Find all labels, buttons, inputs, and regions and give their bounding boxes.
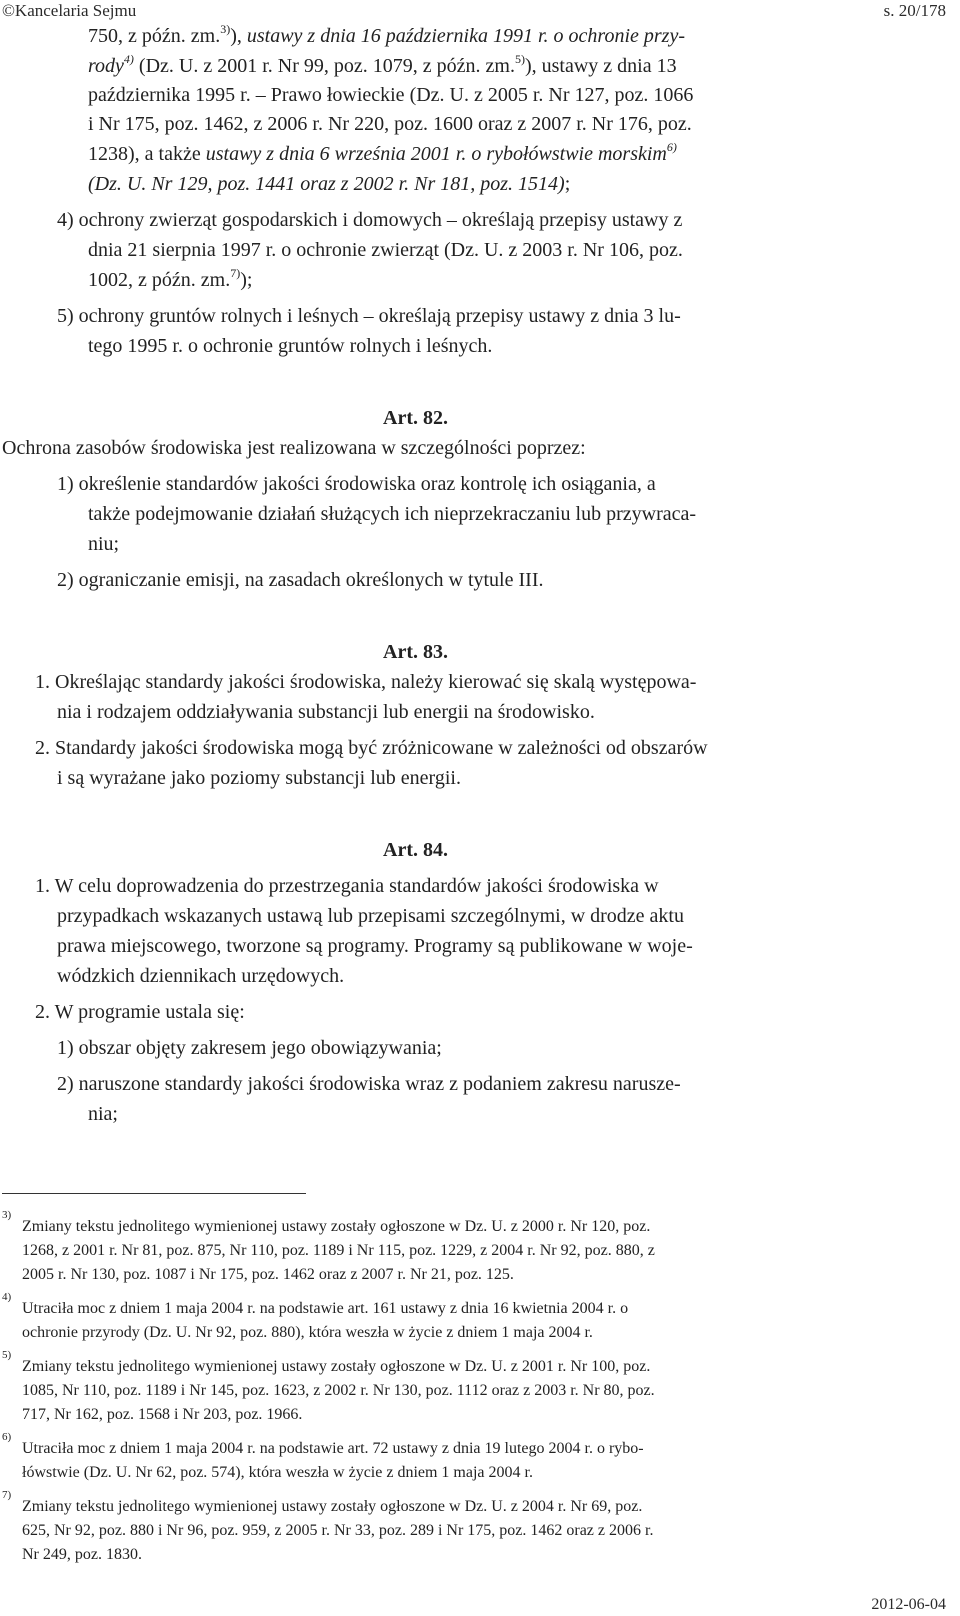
footnote-number: 3)	[2, 1209, 12, 1221]
footnote-line: 1085, Nr 110, poz. 1189 i Nr 145, poz. 1623, z 2002 r. Nr 130, poz. 1112 oraz z 2003 r. Nr 80, poz.	[22, 1382, 655, 1399]
text-run: ), ustawy z dnia 13	[524, 55, 677, 77]
footnote-ref-3: 3)	[220, 22, 231, 36]
text-line: października 1995 r. – Prawo łowieckie (Dz. U. z 2005 r. Nr 127, poz. 1066	[88, 84, 694, 106]
footnote-line: Utraciła moc z dniem 1 maja 2004 r. na podstawie art. 72 ustawy z dnia 19 lutego 2004 r. o rybo-	[22, 1440, 644, 1457]
footnote-line: Zmiany tekstu jednolitego wymienionej ustawy zostały ogłoszone w Dz. U. z 2000 r. Nr 120, poz.	[22, 1218, 651, 1235]
document-date: 2012-06-04	[871, 1596, 946, 1613]
text-run: (Dz. U. Nr 129, poz. 1441 oraz z 2002 r. Nr 181, poz. 1514)	[88, 173, 565, 195]
footnote-line: Zmiany tekstu jednolitego wymienionej ustawy zostały ogłoszone w Dz. U. z 2001 r. Nr 100, poz.	[22, 1358, 651, 1375]
text-line: prawa miejscowego, tworzone są programy. Programy są publikowane w woje-	[57, 935, 693, 957]
text-line: 2. Standardy jakości środowiska mogą być zróżnicowane w zależności od obszarów	[35, 737, 708, 759]
text-run: );	[240, 269, 253, 291]
footnote-line: Nr 249, poz. 1830.	[22, 1546, 142, 1563]
text-line: niu;	[88, 533, 120, 555]
text-line	[88, 24, 685, 48]
text-line: 1. W celu doprowadzenia do przestrzegania standardów jakości środowiska w	[35, 875, 659, 897]
text-run: ustawy z dnia 6 września 2001 r. o rybołówstwie morskim	[205, 143, 667, 165]
footnote-line: łówstwie (Dz. U. Nr 62, poz. 574), która weszła w życie z dniem 1 maja 2004 r.	[22, 1464, 533, 1481]
text-line: także podejmowanie działań służących ich nieprzekraczaniu lub przywraca-	[88, 503, 697, 525]
footnote-line: 1268, z 2001 r. Nr 81, poz. 875, Nr 110, poz. 1189 i Nr 115, poz. 1229, z 2004 r. Nr 92, poz. 880, z	[22, 1242, 655, 1259]
footnote-number: 4)	[2, 1291, 12, 1303]
footnote-separator	[2, 1193, 306, 1194]
footnote-line: Zmiany tekstu jednolitego wymienionej ustawy zostały ogłoszone w Dz. U. z 2004 r. Nr 69, poz.	[22, 1498, 643, 1515]
footnote-ref-5: 5)	[514, 52, 525, 66]
text-run: ),	[230, 25, 247, 47]
text-line: i Nr 175, poz. 1462, z 2006 r. Nr 220, poz. 1600 oraz z 2007 r. Nr 176, poz.	[88, 113, 692, 135]
text-run: (Dz. U. z 2001 r. Nr 99, poz. 1079, z późn. zm.	[133, 55, 515, 77]
article-heading-84: Art. 84.	[383, 839, 448, 861]
footnote-ref-6: 6)	[666, 140, 677, 154]
text-line	[88, 268, 252, 292]
list-item: 1) określenie standardów jakości środowiska oraz kontrolę ich osiągania, a	[57, 473, 656, 495]
footnote-number: 5)	[2, 1349, 12, 1361]
footnote-number: 6)	[2, 1431, 12, 1443]
text-line: nia i rodzajem oddziaływania substancji lub energii na środowisko.	[57, 701, 595, 723]
text-run: 1238), a także	[88, 143, 206, 165]
footnote-ref-4: 4)	[123, 52, 134, 66]
text-line: i są wyrażane jako poziomy substancji lub energii.	[57, 767, 461, 789]
text-line: nia;	[88, 1103, 118, 1125]
copyright-header: ©Kancelaria Sejmu	[2, 1, 137, 20]
text-line: dnia 21 sierpnia 1997 r. o ochronie zwierząt (Dz. U. z 2003 r. Nr 106, poz.	[88, 239, 683, 261]
article-heading-82: Art. 82.	[383, 407, 448, 429]
text-line: przypadkach wskazanych ustawą lub przepisami szczególnymi, w drodze aktu	[57, 905, 684, 927]
text-line	[88, 172, 570, 196]
text-line: 1. Określając standardy jakości środowiska, należy kierować się skalą występowa-	[35, 671, 697, 693]
footnote-line: 717, Nr 162, poz. 1568 i Nr 203, poz. 1966.	[22, 1406, 303, 1423]
text-run: ;	[564, 173, 571, 195]
footnote-ref-7: 7)	[230, 266, 241, 280]
list-item: 1) obszar objęty zakresem jego obowiązywania;	[57, 1037, 442, 1059]
text-line	[88, 142, 677, 166]
text-line: Ochrona zasobów środowiska jest realizowana w szczególności poprzez:	[2, 437, 586, 459]
footnote-line: Utraciła moc z dniem 1 maja 2004 r. na podstawie art. 161 ustawy z dnia 16 kwietnia 2004 r. o	[22, 1300, 629, 1317]
footnote-number: 7)	[2, 1489, 12, 1501]
article-heading-83: Art. 83.	[383, 641, 448, 663]
list-item: 2) naruszone standardy jakości środowiska wraz z podaniem zakresu narusze-	[57, 1073, 681, 1095]
text-run: rody	[88, 55, 124, 77]
text-line: wódzkich dziennikach urzędowych.	[57, 965, 345, 987]
list-item: 4) ochrony zwierząt gospodarskich i domowych – określają przepisy ustawy z	[57, 209, 683, 231]
footnote-line: ochronie przyrody (Dz. U. Nr 92, poz. 880), która weszła w życie z dniem 1 maja 2004 r.	[22, 1324, 593, 1341]
text-line: 2. W programie ustala się:	[35, 1001, 245, 1023]
page-number: s. 20/178	[883, 1, 946, 20]
text-run: 1002, z późn. zm.	[88, 269, 231, 291]
footnote-line: 2005 r. Nr 130, poz. 1087 i Nr 175, poz. 1462 oraz z 2007 r. Nr 21, poz. 125.	[22, 1266, 514, 1283]
text-run: 750, z późn. zm.	[88, 25, 221, 47]
list-item: 2) ograniczanie emisji, na zasadach określonych w tytule III.	[57, 569, 544, 591]
footnote-line: 625, Nr 92, poz. 880 i Nr 96, poz. 959, z 2005 r. Nr 33, poz. 289 i Nr 175, poz. 1462 oraz z 2006 r.	[22, 1522, 654, 1539]
text-run: ustawy z dnia 16 października 1991 r. o ochronie przy-	[246, 25, 685, 47]
list-item: 5) ochrony gruntów rolnych i leśnych – określają przepisy ustawy z dnia 3 lu-	[57, 305, 681, 327]
text-line: tego 1995 r. o ochronie gruntów rolnych i leśnych.	[88, 335, 493, 357]
text-line	[88, 54, 677, 78]
